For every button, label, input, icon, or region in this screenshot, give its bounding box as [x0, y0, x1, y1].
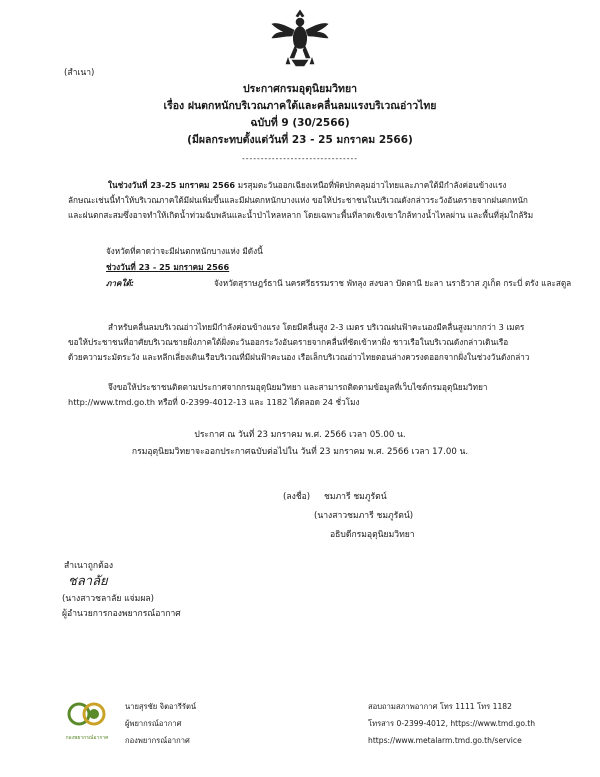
paragraph-1-line-3: และฝนตกสะสมซึ่งอาจทำให้เกิดน้ำท่วมฉับพลันและน้ำป่าไหลหลาก โดยเฉพาะพื้นที่ลาดเชิงเขาใกล้ทางน้ำไหลผ่าน และพื้นที่ลุ่มใกล้ริม	[68, 210, 534, 220]
paragraph-3-line-2: http://www.tmd.go.th หรือที่ 0-2399-4012-13 และ 1182 ได้ตลอด 24 ชั่วโมง	[68, 397, 360, 407]
announcement-effective: (มีผลกระทบตั้งแต่วันที่ 23 - 25 มกราคม 2566)	[187, 134, 413, 146]
forecaster-name: นายสุรชัย จิตอารีรัตน์	[125, 702, 197, 711]
provinces-intro	[68, 244, 538, 259]
forecaster-division: กองพยากรณ์อากาศ	[125, 736, 190, 745]
paragraph-2-line-3: ด้วยความระมัดระวัง และหลีกเลี่ยงเดินเรือบริเวณที่มีฝนฟ้าคะนอง เรือเล็กบริเวณอ่าวไทยตอนล่างควรงดออกจากฝั่งในช่วงวันดังกล่าว	[68, 352, 530, 362]
paragraph-3-text: จึงขอให้ประชาชนติดตามประกาศจากกรมอุตุนิยมวิทยา และสามารถติดตามข้อมูลที่เว็บไซต์กรมอุตุนิยมวิทยา	[108, 382, 488, 392]
announcement-title: ประกาศกรมอุตุนิยมวิทยา	[242, 83, 358, 95]
signatory-position: อธิบดีกรมอุตุนิยมวิทยา	[330, 530, 415, 540]
logo-caption: กองพยากรณ์อากาศ	[65, 735, 109, 741]
paragraph-2-line-1	[68, 320, 538, 335]
forecaster-role: ผู้พยากรณ์อากาศ	[125, 719, 182, 728]
announcement-issue: ฉบับที่ 9 (30/2566)	[250, 117, 350, 129]
paragraph-3-line-1	[68, 380, 538, 395]
contact-fax-web: โทรสาร 0-2399-4012, https://www.tmd.go.th	[368, 719, 536, 728]
signed-label: (ลงชื่อ)	[283, 492, 311, 502]
paragraph-1-line-1	[68, 178, 538, 193]
paragraph-1-lead: ในช่วงวันที่ 23-25 มกราคม 2566	[108, 180, 236, 190]
paragraph-2-text: สำหรับคลื่นลมบริเวณอ่าวไทยมีกำลังค่อนข้างแรง โดยมีคลื่นสูง 2-3 เมตร บริเวณฝนฟ้าคะนองมีคลื่นสูงมากกว่า 3 เมตร	[108, 322, 525, 332]
signatory-name: (นางสาวชมภารี ชมภูรัตน์)	[314, 511, 414, 521]
next-announcement: กรมอุตุนิยมวิทยาจะออกประกาศฉบับต่อไปใน วันที่ 23 มกราคม พ.ศ. 2566 เวลา 17.00 น.	[131, 447, 469, 457]
signed-name: ชมภารี ชมภูรัตน์	[324, 492, 387, 502]
provinces-intro-text: จังหวัดที่คาดว่าจะมีฝนตกหนักบางแห่ง มีดังนี้	[106, 246, 263, 256]
certifier-name: (นางสาวชลาลัย แจ่มผล)	[62, 594, 154, 604]
certifier-signature: ชลาลัย	[68, 574, 108, 589]
tmd-80-anniversary-logo-icon	[66, 700, 106, 736]
issued-datetime: ประกาศ ณ วันที่ 23 มกราคม พ.ศ. 2566 เวลา 05.00 น.	[194, 430, 406, 440]
certified-copy-label: สำเนาถูกต้อง	[64, 561, 114, 571]
title-divider: -------------------------------	[242, 154, 358, 163]
certifier-position: ผู้อำนวยการกองพยากรณ์อากาศ	[62, 609, 181, 619]
paragraph-1-text: มรสุมตะวันออกเฉียงเหนือที่พัดปกคลุมอ่าวไทยและภาคใต้มีกำลังค่อนข้างแรง	[237, 180, 507, 190]
garuda-emblem-icon	[268, 8, 332, 70]
region-provinces: จังหวัดสุราษฎร์ธานี นครศรีธรรมราช พัทลุง สงขลา ปัตตานี ยะลา นราธิวาส ภูเก็ต กระบี่ ตรัง และสตูล	[214, 278, 572, 288]
copy-label: (สำเนา)	[64, 68, 95, 78]
paragraph-2-line-2: ขอให้ประชาชนที่อาศัยบริเวณชายฝั่งภาคใต้ฝั่งตะวันออกระวังอันตรายจากคลื่นที่ซัดเข้าหาฝั่ง ชาวเรือในบริเวณดังกล่าวเดินเรือ	[68, 337, 509, 347]
period-label: ช่วงวันที่ 23 - 25 มกราคม 2566	[106, 262, 230, 272]
paragraph-1-line-2: ลักษณะเช่นนี้ทำให้บริเวณภาคใต้มีฝนเพิ่มขึ้นและมีฝนตกหนักบางแห่ง ขอให้ประชาชนในบริเวณดังกล่าวระวังอันตรายจากฝนตกหนัก	[68, 195, 528, 205]
contact-service-url: https://www.metalarm.tmd.go.th/service	[368, 736, 522, 745]
region-label: ภาคใต้:	[106, 278, 135, 288]
announcement-subject: เรื่อง ฝนตกหนักบริเวณภาคใต้และคลื่นลมแรงบริเวณอ่าวไทย	[163, 100, 437, 112]
contact-phone: สอบถามสภาพอากาศ โทร 1111 โทร 1182	[368, 702, 512, 711]
